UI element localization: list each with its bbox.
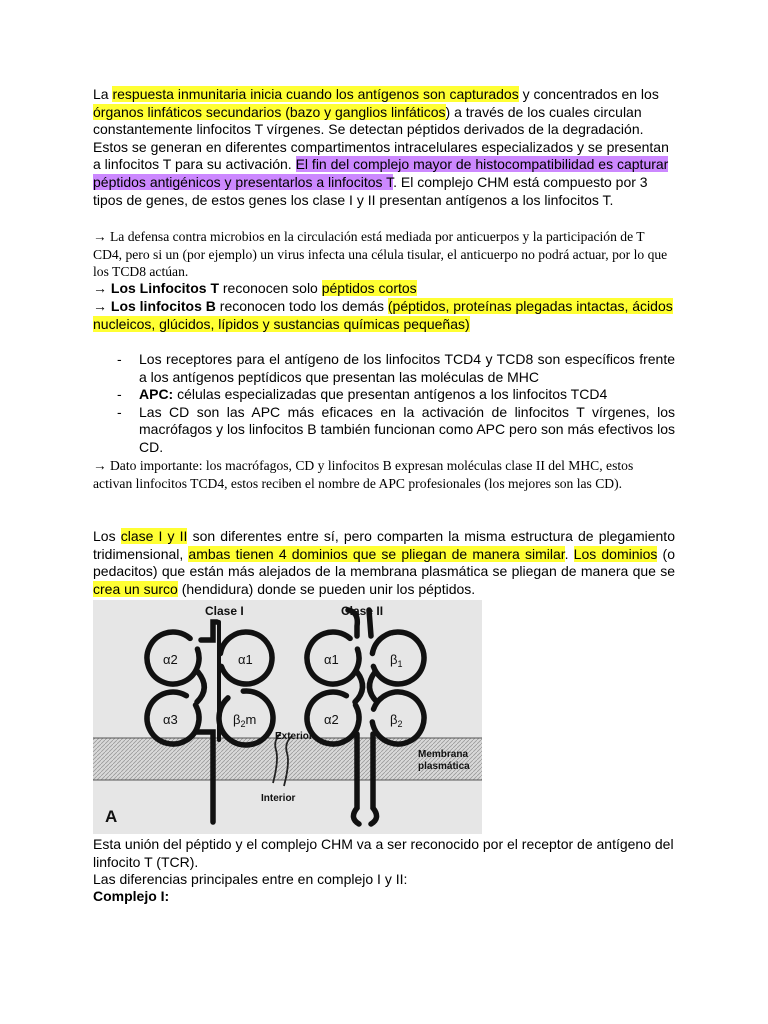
connector [201,622,217,640]
dash-bullet: - [117,403,122,420]
transmembrane-segment [353,734,359,824]
bold-term: APC: [139,386,174,403]
mhc-diagram [93,600,482,834]
highlight-yellow: órganos linfáticos secundarios (bazo y ganglios linfáticos [93,103,446,120]
list-item-text: células especializadas que presentan antígenos a los linfocitos TCD4 [173,386,608,403]
highlight-yellow: Los dominios [573,545,658,562]
arrow-symbol: → [93,298,111,314]
highlight-yellow: péptidos cortos [321,280,417,296]
bullet-list [93,351,675,457]
alpha2-label: α2 [163,652,178,667]
highlight-yellow: (péptidos, proteínas plegadas intactas, ácidos nucleicos, glúcidos, lípidos y sustancias químicas pequeñas) [93,298,673,332]
membrana-label: Membrana [418,749,469,760]
list-item-text: Los receptores para el antígeno de los linfocitos TCD4 y TCD8 son específicos frente a los antígenos peptídicos que presentan las moléculas de MHC [139,351,675,385]
dash-bullet: - [117,351,122,367]
plasmatica-label: plasmática [418,761,470,772]
alpha3-label: α3 [163,712,178,727]
transmembrane-segment [371,734,377,824]
bold-term: Los linfocitos B [110,298,216,314]
panel-label: A [105,807,118,826]
highlight-yellow: crea un surco [93,580,178,597]
paragraph-diferencias: Las diferencias principales entre en complejo I y II: [93,871,408,887]
beta1-domain [368,628,428,688]
arrow-note-defense: → La defensa contra microbios en la circulación está mediada por anticuerpos y la participación de T CD4, pero si un (por ejemplo) un virus infecta una célula tisular, el anticuerpo no podrá actuar, por lo que los TCD8 actúan. [93,229,668,279]
text: (o pedacitos) que están más alejados de la membrana plasmática se pliegan de manera que se [93,545,676,580]
alpha1-label: α1 [238,652,253,667]
clase-ii-alpha1-label: α1 [324,652,339,667]
beta2-label: $\beta_2$ [390,712,403,729]
heading-complejo-i [93,888,675,906]
interior-label: Interior [261,793,296,804]
text: . El complejo CHM está compuesto por 3 tipos de genes, de estos genes los clase I y II presentan antígenos a los linfocitos T. [93,173,648,208]
mhc-structure-figure [93,600,482,834]
clase-i-label: Clase I [205,604,244,618]
text: Los [93,528,121,544]
text: (hendidura) donde se pueden unir los péptidos. [177,580,476,597]
paragraph-tcr: Esta unión del péptido y el complejo CHM va a ser reconocido por el receptor de antígeno del linfocito T (TCR). [93,836,674,870]
clase-ii-label: Clase II [341,604,384,618]
text: y concentrados en los [518,86,659,102]
text: reconocen solo [219,280,322,296]
list-item [93,404,675,457]
list-item [93,386,675,404]
dash-bullet: - [117,386,122,403]
text: ) a través de los cuales circulan constantemente linfocitos T vírgenes. Se detectan péptidos derivados de la degradación. Estos se generan en diferentes compartimentos intracelulares especializados y se presentan a linfocitos T para su activación. [93,103,669,173]
arrow-symbol: → [93,280,111,296]
arrow-note-dato-importante: → Dato importante: los macrófagos, CD y linfocitos B expresan moléculas clase II del MHC, estos activan linfocitos TCD4, estos reciben el nombre de APC profesionales (los mejores son las CD). [93,458,634,491]
text: reconocen todo los demás [215,298,388,314]
beta2m-label: $\beta_2m$ [233,712,257,729]
bold-term: Los Linfocitos T [110,280,219,296]
highlight-yellow: respuesta inmunitaria inicia cuando los antígenos son capturados [112,86,519,102]
highlight-purple: El fin del complejo mayor de histocompatibilidad es capturar péptidos antigénicos y presentarlos a linfocitos T [93,156,669,190]
text: . [564,545,574,562]
list-item [93,351,675,386]
bold-heading: Complejo I: [93,888,170,904]
connector [355,672,363,702]
clase-ii-alpha2-label: α2 [324,712,339,727]
connector [369,672,377,702]
list-item-text: Las CD son las APC más eficaces en la activación de linfocitos T vírgenes, los macrófagos y los linfocitos B también funcionan como APC pero son más efectivos los CD. [139,403,675,455]
clase-ii-molecule [297,610,431,824]
paragraph-intro [93,86,675,209]
connector [197,672,204,702]
text: son diferentes entre sí, pero comparten la misma estructura de plegamiento tridimensional, [93,528,675,562]
arrow-note-linfocitos-b [93,298,675,333]
beta1-label: $\beta_1$ [390,652,403,669]
exterior-label: Exterior [275,731,313,742]
text: La [93,86,113,102]
highlight-yellow: clase I y II [120,528,188,544]
paragraph-clases [93,528,675,598]
arrow-note-linfocitos-t [93,280,675,298]
highlight-yellow: ambas tienen 4 dominios que se pliegan de manera similar [188,545,565,562]
